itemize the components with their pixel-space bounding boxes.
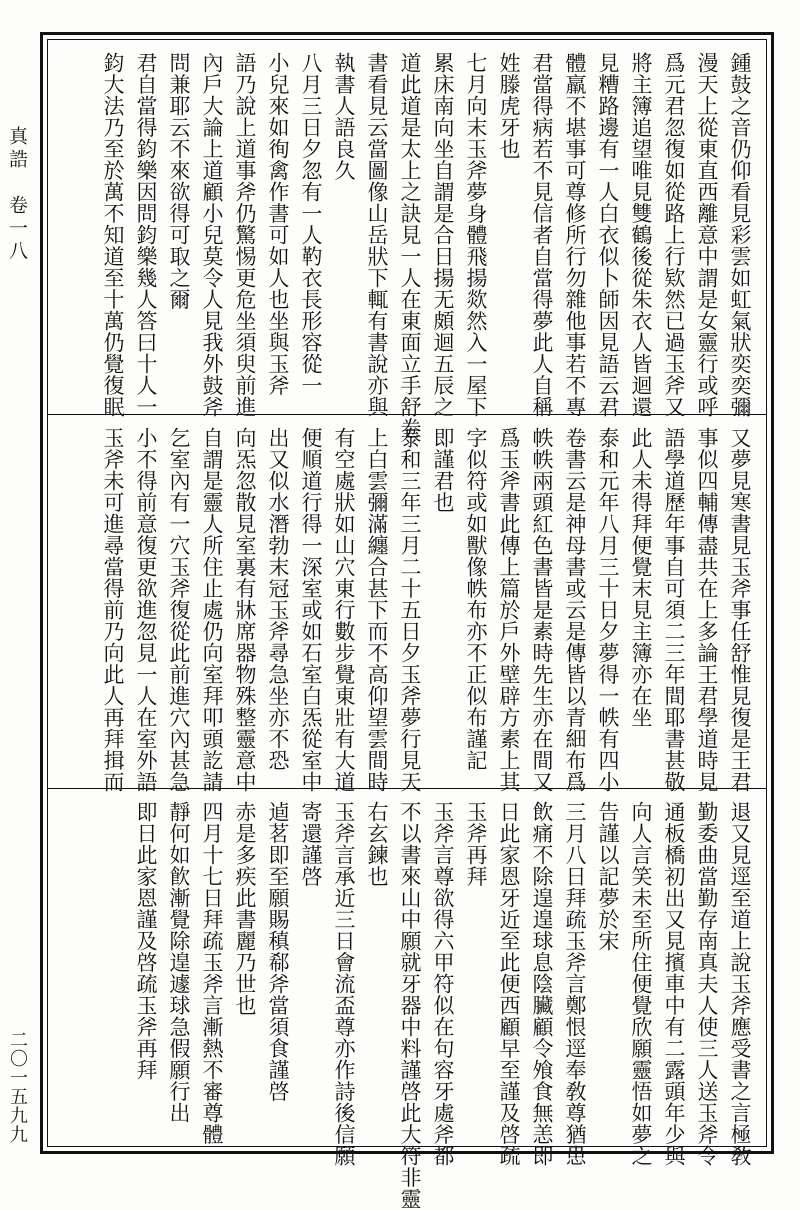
text-column: 飲痛不除遑遑球息陰臟顧令飧食無恙即	[530, 801, 554, 1167]
page-frame	[40, 32, 774, 1210]
text-column: 爲元君忽復如從路上行欵然已過玉斧又	[662, 52, 686, 418]
text-column: 將主簿追望唯見雙鶴後從朱衣人皆迴還	[629, 52, 653, 418]
text-column: 右玄鍊也	[365, 801, 389, 887]
text-column: 泰和元年八月三十日夕夢得一帙有四小	[596, 427, 620, 793]
text-column: 靜何如飮漸覺除遑遽球急假願行出	[167, 801, 191, 1124]
volume-label: 卷一八	[6, 195, 28, 264]
text-column: 帙帙兩頭紅色書皆是素時先生亦在間又	[530, 427, 554, 793]
text-column: 體羸不堪事可尊修所行勿雜他事若不專	[563, 52, 587, 418]
text-column: 有空處狀如山穴東行數步覺東壯有大道	[332, 427, 356, 793]
text-column: 姓滕虎牙也	[497, 52, 521, 160]
text-column: 書看見云當圖像山岳狀下輒有書說亦與	[365, 52, 389, 418]
page-number: 二〇一五九九	[7, 1030, 28, 1144]
text-column: 向炁忽散見室裏有牀席器物殊整靈意中	[233, 427, 257, 793]
text-column: 泰和三年三月二十五日夕玉斧夢行見天	[398, 427, 422, 793]
text-column: 小不得前意復更欲進忽見一人在室外語	[134, 427, 158, 793]
text-column: 玉斧言承近三日會流盃尊亦作詩後信願	[332, 801, 356, 1167]
text-column: 日此家恩牙近至此便西顧早至謹及啓疏	[497, 801, 521, 1167]
text-column: 通板橋初出又見擯車中有二露頭年少與	[662, 801, 686, 1167]
text-column: 不以書來山中願就牙器中料謹啓此大符非靈	[398, 801, 422, 1210]
text-column: 鍾鼓之音仍仰看見彩雲如虹氣狀奕奕彌	[728, 52, 752, 418]
text-column: 內戶大論上道顧小兒莫令人見我外鼓斧	[200, 52, 224, 418]
text-column: 七月向末玉斧夢身體飛揚欻然入一屋下	[464, 52, 488, 418]
text-column: 告謹以記夢於宋	[596, 801, 620, 952]
text-column: 語學道歷年事自可須二三年間耶書甚敬	[662, 427, 686, 793]
text-column: 道此道是太上之訣見一人在東面立手舒卷	[398, 52, 422, 439]
page-frame-inner	[47, 39, 767, 1210]
text-column: 執書人語良久	[332, 52, 356, 181]
text-column: 勤委曲當勤存南真夫人使三人送玉斧令	[695, 801, 719, 1167]
text-column: 逌茗即至願賜稹郗斧當須食謹啓	[266, 801, 290, 1102]
text-column: 漫天上從東直西離意中謂是女靈行或呼	[695, 52, 719, 418]
text-column: 退又見逕至道上說玉斧應受書之言極敎	[728, 801, 752, 1167]
text-column: 出又似水潛勃末冠玉斧尋急坐亦不恐	[266, 427, 290, 771]
text-column: 乞室內有一穴玉斧復從此前進穴內甚急	[167, 427, 191, 793]
text-column: 見糟路邊有一人白衣似卜師因見語云君	[596, 52, 620, 418]
text-column: 便順道行得一深室或如石室白炁從室中	[299, 427, 323, 793]
text-column: 小兒來如徇禽作書可如人也坐與玉斧	[266, 52, 290, 396]
book-title: 真誥	[6, 126, 28, 172]
text-column: 事似四輔傳盡共在上多論王君學道時見	[695, 427, 719, 793]
text-column: 鈞大法乃至於萬不知道至十萬仍覺復眠	[101, 52, 125, 418]
text-column: 八月三日夕忽有一人靮衣長形容從一	[299, 52, 323, 396]
text-column: 赤是多疾此書麗乃世也	[233, 801, 257, 1016]
text-column: 語乃說上道事斧仍驚惕更危坐須臾前進	[233, 52, 257, 418]
text-column: 自謂是靈人所住止處仍向室拜叩頭訖請	[200, 427, 224, 793]
text-column: 即日此家恩謹及啓疏玉斧再拜	[134, 801, 158, 1081]
text-column: 四月十七日拜疏玉斧言漸熱不審尊體	[200, 801, 224, 1145]
text-column: 玉斧再拜	[464, 801, 488, 887]
text-panel-top	[48, 40, 766, 439]
text-column: 君自當得鈞樂因問鈞樂幾人答曰十人一	[134, 52, 158, 418]
text-column: 卷書云是神母書或云是傳皆以青細布爲	[563, 427, 587, 793]
text-column: 寄還謹啓	[299, 801, 323, 887]
text-column: 此人未得拜便覺末見主簿亦在坐	[629, 427, 653, 728]
text-column: 三月八日拜疏玉斧言鄭恨逕奉敎尊猶患	[563, 801, 587, 1167]
text-column: 君當得病若不見信者自當得夢此人自稱	[530, 52, 554, 418]
text-column: 上白雲彌滿纏合甚下而不高仰望雲間時	[365, 427, 389, 793]
text-column: 字似符或如獸像帙布亦不正似布謹記	[464, 427, 488, 771]
book-title-margin	[4, 126, 31, 264]
text-column: 向人言笑未至所住便覺欣願靈悟如夢之	[629, 801, 653, 1167]
text-column: 玉斧言尊欲得六甲符似在句容牙處斧都	[431, 801, 455, 1167]
text-column: 即謹君也	[431, 427, 455, 513]
text-column: 玉斧未可進尋當得前乃向此人再拜揖而	[101, 427, 125, 793]
text-panel-middle	[48, 414, 766, 793]
text-column: 問兼耶云不來欲得可取之爾	[167, 52, 191, 310]
text-column: 又夢見寒書見玉斧事任舒惟見復是王君	[728, 427, 752, 793]
text-column: 爲玉斧書此傳上篇於戶外壁辟方素上其	[497, 427, 521, 793]
text-panel-bottom	[48, 788, 766, 1210]
text-column: 累床南向坐自謂是合日揚无頗迴五辰之	[431, 52, 455, 418]
